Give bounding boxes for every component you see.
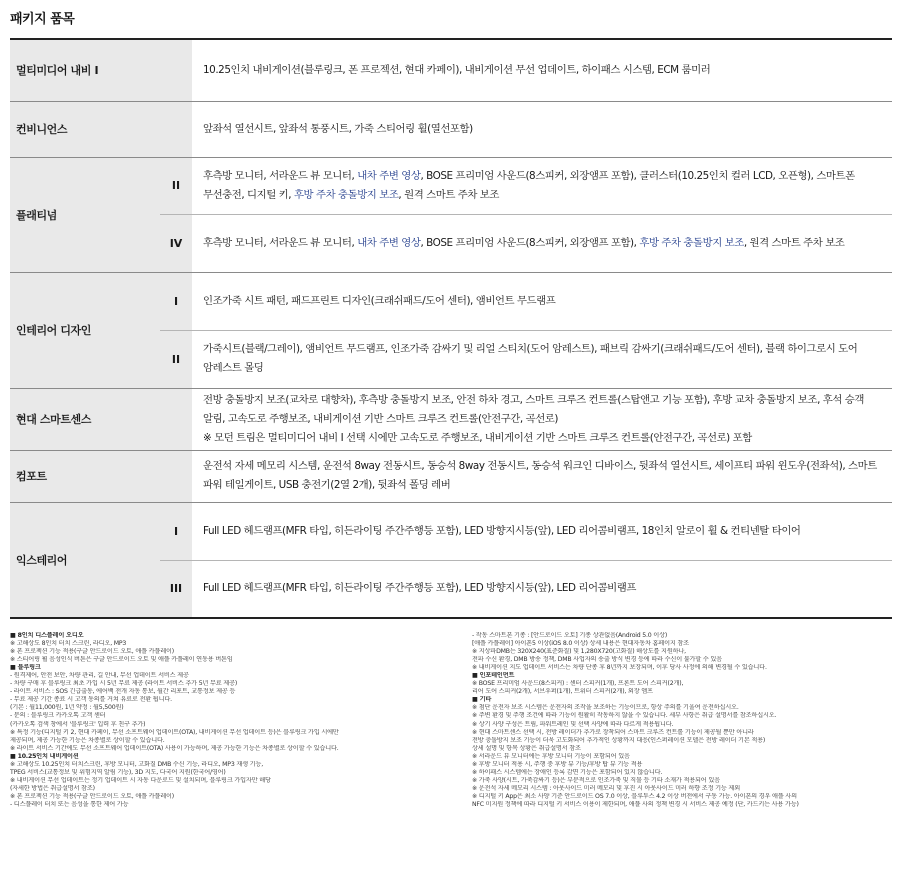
package-row-platinum-ii [10, 157, 892, 214]
smartsense-note: ※ 모던 트림은 멀티미디어 내비 I 선택 시에만 고속도로 주행보조, 내비게이션 기반 스마트 크루즈 컨트롤(안전구간, 곡선로) 포함 [203, 431, 752, 444]
footnote-line: [애플 카플레이] 아이폰5 이상(iOS 8.0 이상) 상세 내용은 현대자동차 홈페이지 참조 [472, 640, 689, 648]
footnote-line: - 차량 구매 후 블루링크 최초 가입 시 5년 무료 제공 (라이트 서비스 추가 5년 무료 제공) [10, 680, 238, 688]
footnote-line: ※ 현대 스마트센스 선택 시, 전방 레이더가 추가로 장착되어 스마트 크루즈 컨트롤 기능이 제공될 뿐만 아니라 [472, 728, 754, 736]
highlight-surround-view: 내차 주변 영상 [357, 236, 421, 249]
footnote-line: - 작동 스마트폰 기종 : [안드로이드 오토] 기종 상관없음(Android 5.0 이상) [472, 632, 668, 639]
footnote-line: 제공되며, 제공 가능한 기능은 차종별로 상이할 수 있습니다. [10, 736, 165, 744]
footnote-line: (카카오톡 검색 창에서 '블루링크' 입력 후 친구 추가) [10, 720, 146, 728]
package-row-smartsense [10, 388, 892, 450]
footnote-line: - 무료 제공 기간 종료 시 고객 동의를 거쳐 유료로 전환 됩니다. [10, 696, 172, 704]
footnote-line: ※ 첨단 운전자 보조 시스템은 운전자의 조작을 보조하는 기능이므로, 항상 주의를 기울여 운전하십시오. [472, 704, 739, 712]
content-interior-ii: 가죽시트(블랙/그레이), 앰비언트 무드램프, 인조가죽 감싸기 및 리얼 스티치(도어 암레스트), 패브릭 감싸기(크래쉬패드/도어 센터), 블랙 하이그로시 도어 암레스트 몰딩 [192, 330, 892, 388]
sub-label-i: I [160, 502, 192, 560]
footnote-line: ■ 인포테인먼트 [472, 672, 515, 680]
footnote-line: ※ 폰 프로젝션 기능 적용(구글 안드로이드 오토, 애플 카플레이) [10, 792, 174, 800]
sub-label-iii: III [160, 560, 192, 618]
footnote-line: ■ 블루링크 [10, 664, 41, 672]
highlight-surround-view: 내차 주변 영상 [357, 169, 421, 182]
footnotes-left-column [10, 632, 470, 809]
category-exterior: 익스테리어 [10, 502, 160, 618]
content-platinum-iv: 후측방 모니터, 서라운드 뷰 모니터, 내차 주변 영상, BOSE 프리미엄 사운드(8스피커, 외장앰프 포함), 후방 주차 충돌방지 보조, 원격 스마트 주차 보조 [192, 214, 892, 272]
content-comfort: 운전석 자세 메모리 시스템, 운전석 8way 전동시트, 동승석 8way 전동시트, 동승석 워크인 디바이스, 뒷좌석 열선시트, 세이프티 파워 윈도우(전좌석), 스마트 파워 테일게이트, USB 충전기(2열 2개), 뒷좌석 폴딩 레버 [192, 450, 892, 502]
footnote-line: ※ 디지털 키 App은 최소 사양 기준 안드로이드 OS 7.0 이상, 블루투스 4.2 이상 버전에서 구동 가능. 아이폰의 경우 애플 사의 [472, 792, 797, 800]
footnote-line: ※ 가죽 사양(시트, 가죽감싸기 등)은 부분적으로 인조가죽 및 직물 등 기타 소재가 적용되어 있음 [472, 776, 720, 784]
sub-empty [160, 101, 192, 157]
category-multimedia: 멀티미디어 내비 I [10, 39, 160, 101]
footnote-line: 전방 충돌방지 보조 기능이 더욱 고도화되어 추가적인 상황까지 대응(인스퍼레이션 모델은 전방 레이더 기본 적용) [472, 736, 766, 744]
footnote-line: ※ 라이트 서비스 기간에도 무선 소프트웨어 업데이트(OTA) 사용이 가능하며, 제공 가능한 기능은 차종별로 상이할 수 있습니다. [10, 744, 339, 752]
footnote-line: ※ 폰 프로젝션 기능 적용(구글 안드로이드 오토, 애플 카플레이) [10, 648, 174, 656]
content-exterior-i: Full LED 헤드램프(MFR 타입, 히든라이팅 주간주행등 포함), LED 방향지시등(앞), LED 리어콤비램프, 18인치 알로이 휠 & 컨티넨탈 타이어 [192, 502, 892, 560]
package-row-convenience [10, 101, 892, 157]
footnote-line: ※ 특정 기능(디지털 키 2, 현대 카페이, 무선 소프트웨어 업데이트(OTA), 내비게이션 무선 업데이트 등)은 블루링크 가입 시에만 [10, 728, 339, 736]
category-comfort: 컴포트 [10, 450, 160, 502]
footnote-line: ■ 10.25인치 내비게이션 [10, 752, 79, 760]
package-row-interior-i [10, 272, 892, 330]
footnote-line: ※ 주변 환경 및 주행 조건에 따라 기능이 원활히 작동하지 않을 수 있습니다. 세부 사항은 취급 설명서를 참조하십시오. [472, 712, 777, 720]
package-table [10, 38, 892, 619]
content-platinum-ii: 후측방 모니터, 서라운드 뷰 모니터, 내차 주변 영상, BOSE 프리미엄 사운드(8스피커, 외장앰프 포함), 클러스터(10.25인치 컬러 LCD, 오픈형), 스마트폰 무선충전, 디지털 키, 후방 주차 충돌방지 보조, 원격 스마트 주차 보조 [192, 157, 892, 214]
footnote-line: - 디스플레이 터치 또는 음성을 통한 제어 가능 [10, 800, 129, 808]
footnote-line: ※ 스티어링 휠 음성인식 버튼은 구글 안드로이드 오토 및 애플 카플레이 연동용 버튼임 [10, 656, 233, 664]
footnote-line: ※ BOSE 프리미엄 사운드(8스피커) : 센터 스피커(1개), 프론트 도어 스피커(2개), [472, 680, 684, 688]
footnotes-right-column [472, 632, 892, 809]
content-convenience: 앞좌석 열선시트, 앞좌석 통풍시트, 가죽 스티어링 휠(열선포함) [192, 101, 892, 157]
sub-label-ii: II [160, 330, 192, 388]
sub-empty [160, 388, 192, 450]
footnote-line: ※ 후방 모니터 적용 시, 주행 중 후방 뷰 기능/후방 탑 뷰 기능 적용 [472, 760, 643, 768]
category-convenience: 컨비니언스 [10, 101, 160, 157]
footnote-line: ※ 내비게이션 지도 업데이트 서비스는 차량 단종 후 8년까지 보장되며, 이후 당사 사정에 의해 변경될 수 있습니다. [472, 664, 767, 672]
footnote-line: 리어 도어 스피커(2개), 서브우퍼(1개), 트위터 스피커(2개), 외장 앰프 [472, 688, 653, 696]
footnote-line: (자세한 방법은 취급설명서 참조) [10, 784, 95, 792]
footnote-line: - 라이트 서비스 : SOS 긴급출동, 에어백 전개 자동 통보, 월간 리포트, 교통정보 제공 등 [10, 688, 236, 696]
footnote-line: ※ 운전석 자세 메모리 시스템 : 아웃사이드 미러 메모리 및 후진 시 아웃사이드 미러 하향 조정 기능 제외 [472, 784, 740, 792]
footnote-line: - 원격제어, 안전 보안, 차량 관리, 길 안내, 무선 업데이트 서비스 제공 [10, 672, 189, 680]
category-platinum: 플래티넘 [10, 157, 160, 272]
footnote-line: NFC 미지원 정책에 따라 디지털 키 서비스 이용이 제한되며, 애플 사의 정책 변경 시 서비스 제공 예정 (단, 카드키는 사용 가능) [472, 800, 799, 808]
footnote-line: ■ 기타 [472, 696, 492, 704]
footnotes [10, 632, 892, 880]
sub-label-i: I [160, 272, 192, 330]
footnote-line: ※ 상기 사양 구성은 트림, 파워트레인 및 선택 사양에 따라 다르게 적용됩니다. [472, 720, 674, 728]
sub-empty [160, 39, 192, 101]
package-row-comfort [10, 450, 892, 502]
content-exterior-iii: Full LED 헤드램프(MFR 타입, 히든라이팅 주간주행등 포함), LED 방향지시등(앞), LED 리어콤비램프 [192, 560, 892, 618]
package-row-multimedia [10, 39, 892, 101]
category-smartsense: 현대 스마트센스 [10, 388, 160, 450]
footnote-line: (기본 : 월11,000원, 1년 약정 : 월5,500원) [10, 704, 124, 712]
content-multimedia: 10.25인치 내비게이션(블루링크, 폰 프로젝션, 현대 카페이), 내비게이션 무선 업데이트, 하이패스 시스템, ECM 룸미러 [203, 63, 711, 76]
package-row-exterior-i [10, 502, 892, 560]
highlight-parking-collision: 후방 주차 충돌방지 보조 [639, 236, 744, 249]
footnote-line: ※ 서라운드 뷰 모니터에는 후방 모니터 기능이 포함되어 있음 [472, 752, 630, 760]
highlight-parking-collision: 후방 주차 충돌방지 보조 [293, 188, 399, 201]
content-interior-i: 인조가죽 시트 패턴, 패드프린트 디자인(크래쉬패드/도어 센터), 앰비언트 무드램프 [192, 272, 892, 330]
footnote-line: 전파 수신 환경, DMB 방송 정책, DMB 사업자의 송출 방식 변경 등에 따라 수신이 불가할 수 있음 [472, 656, 722, 664]
footnote-line: 상세 설명 및 항목 상황은 취급설명서 참조 [472, 744, 581, 752]
footnote-line: ※ 하이패스 시스템에는 장애인 등록 감면 기능은 포함되어 있지 않습니다. [472, 768, 663, 776]
footnote-line: ※ 고해상도 8인치 터치 스크린, 라디오, MP3 [10, 640, 127, 648]
footnote-line: ※ 고해상도 10.25인치 터치스크린, 후방 모니터, 고화질 DMB 수신 기능, 라디오, MP3 재생 기능, [10, 760, 263, 768]
sub-empty [160, 450, 192, 502]
footnote-line: ※ 지상파DMB는 320X240(표준화질) 및 1,280X720(고화질) 해상도를 지원하나, [472, 648, 686, 656]
sub-label-iv: IV [160, 214, 192, 272]
category-interior: 인테리어 디자인 [10, 272, 160, 388]
footnote-line: - 문의 : 블루링크 카카오톡 고객 센터 [10, 712, 106, 720]
footnote-line: TPEG 서비스(교통정보 및 위험지역 알림 기능), 3D 지도, 다국어 지원(한국어/영어) [10, 768, 226, 776]
footnote-line: ※ 내비게이션 무선 업데이트는 정기 업데이트 시 자동 다운로드 및 설치되며, 블루링크 가입자만 해당 [10, 776, 271, 784]
content-smartsense: 전방 충돌방지 보조(교차로 대향차), 후측방 충돌방지 보조, 안전 하차 경고, 스마트 크루즈 컨트롤(스탑앤고 기능 포함), 후방 교차 충돌방지 보조, 후석 승객 알림, 고속도로 주행보조, 내비게이션 기반 스마트 크루즈 컨트롤(안전구간, 곡선로) ※ 모던 트림은 멀티미디어 내비 I 선택 시에만 고속도로 주행보조, 내비게이션 기반 스마트 크루즈 컨트롤(안전구간, 곡선로) 포함 [192, 388, 892, 450]
page-title: 패키지 품목 [10, 12, 75, 27]
sub-label-ii: II [160, 157, 192, 214]
footnote-line: ■ 8인치 디스플레이 오디오 [10, 632, 84, 639]
